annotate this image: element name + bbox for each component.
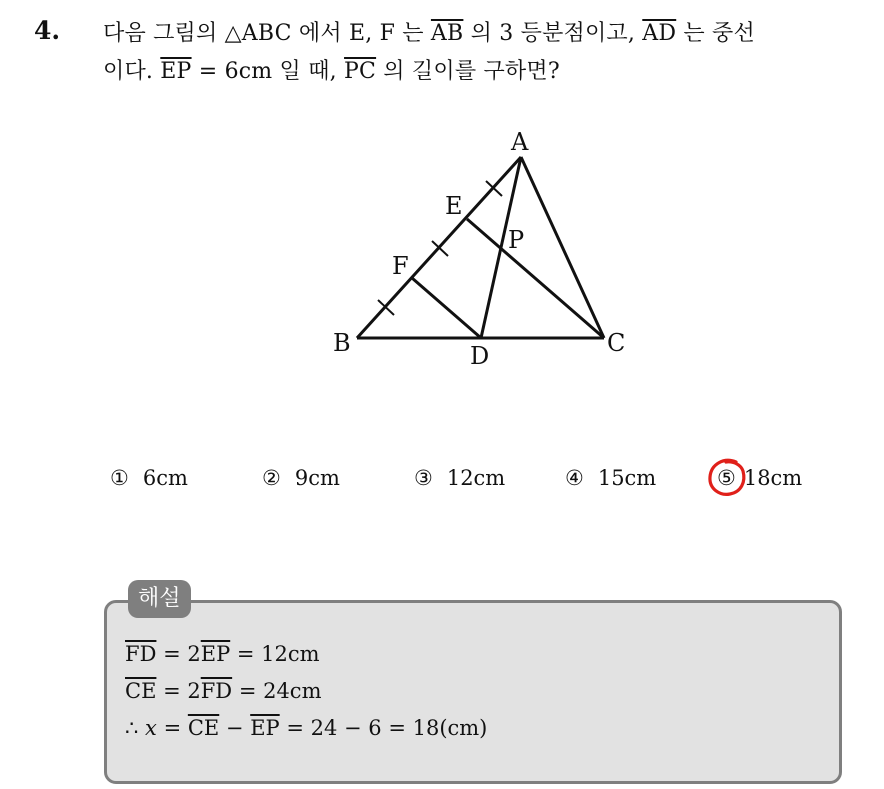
q1-text-3: 의 3 등분점이고, <box>463 21 643 46</box>
choice-3-number: ③ <box>414 466 433 490</box>
q1-text-4: 는 중선 <box>676 21 755 46</box>
sol2-seg-ce: $\overline{CE}$ <box>125 679 157 703</box>
q2-text-1: 이다. <box>103 59 161 84</box>
side-ac <box>521 157 604 338</box>
choice-3-text: 12cm <box>446 466 506 490</box>
choice-5-number: ⑤ <box>717 466 736 490</box>
segment-fd <box>412 278 481 338</box>
choice-4-text: 15cm <box>597 466 657 490</box>
choice-3[interactable] <box>414 466 505 490</box>
label-b: B <box>333 329 351 357</box>
label-d: D <box>470 342 490 370</box>
sol1-text-1: = 2 <box>156 642 201 666</box>
sol3-text-3: − <box>219 716 251 740</box>
choice-1[interactable] <box>110 466 188 490</box>
sol3-seg-ep: $\overline{EP}$ <box>250 716 280 740</box>
q1-text-1: 다음 그림의 <box>103 21 225 46</box>
answer-choices <box>0 466 884 500</box>
choice-1-text: 6cm <box>142 466 188 490</box>
sol3-therefore: ∴ <box>125 716 146 740</box>
choice-5-text: 18cm <box>743 466 803 490</box>
sol1-text-2: = 12cm <box>230 642 320 666</box>
answer-circle-mark-icon <box>706 456 748 498</box>
choice-2[interactable] <box>262 466 340 490</box>
choice-4-number: ④ <box>565 466 584 490</box>
choice-2-number: ② <box>262 466 281 490</box>
sol2-text-2: = 24cm <box>232 679 322 703</box>
sol3-text-4: = 24 − 6 = 18(cm) <box>279 716 488 740</box>
q2-text-2: = 6cm 일 때, <box>191 59 345 84</box>
solution-line-2 <box>125 679 321 703</box>
sol2-text-1: = 2 <box>156 679 201 703</box>
segment-ep: $\overline{EP}$ <box>160 59 192 84</box>
segment-ec <box>467 219 604 338</box>
sol1-seg-fd: $\overline{FD}$ <box>125 642 157 666</box>
q2-text-3: 의 길이를 구하면? <box>376 59 560 84</box>
choice-1-number: ① <box>110 466 129 490</box>
question-number: 4. <box>34 16 61 45</box>
label-c: C <box>607 329 626 357</box>
segment-ab: $\overline{AB}$ <box>430 21 464 46</box>
choice-4[interactable] <box>565 466 656 490</box>
solution-line-3 <box>125 716 487 740</box>
segment-pc: $\overline{PC}$ <box>344 59 377 84</box>
label-a: A <box>511 128 529 156</box>
choice-2-text: 9cm <box>294 466 340 490</box>
label-f: F <box>392 252 409 280</box>
q1-text-2: 에서 E, F 는 <box>291 21 431 46</box>
triangle-abc: △ABC <box>224 21 292 46</box>
sol3-variable-x: x <box>145 716 157 740</box>
segment-ad: $\overline{AD}$ <box>642 21 677 46</box>
sol2-seg-fd: $\overline{FD}$ <box>200 679 233 703</box>
solution-tag: 해설 <box>128 580 191 618</box>
sol1-seg-ep: $\overline{EP}$ <box>200 642 231 666</box>
solution-line-1 <box>125 642 320 666</box>
sol3-seg-ce: $\overline{CE}$ <box>187 716 220 740</box>
sol3-text-2: = <box>156 716 188 740</box>
label-p: P <box>508 226 525 254</box>
label-e: E <box>445 192 463 220</box>
